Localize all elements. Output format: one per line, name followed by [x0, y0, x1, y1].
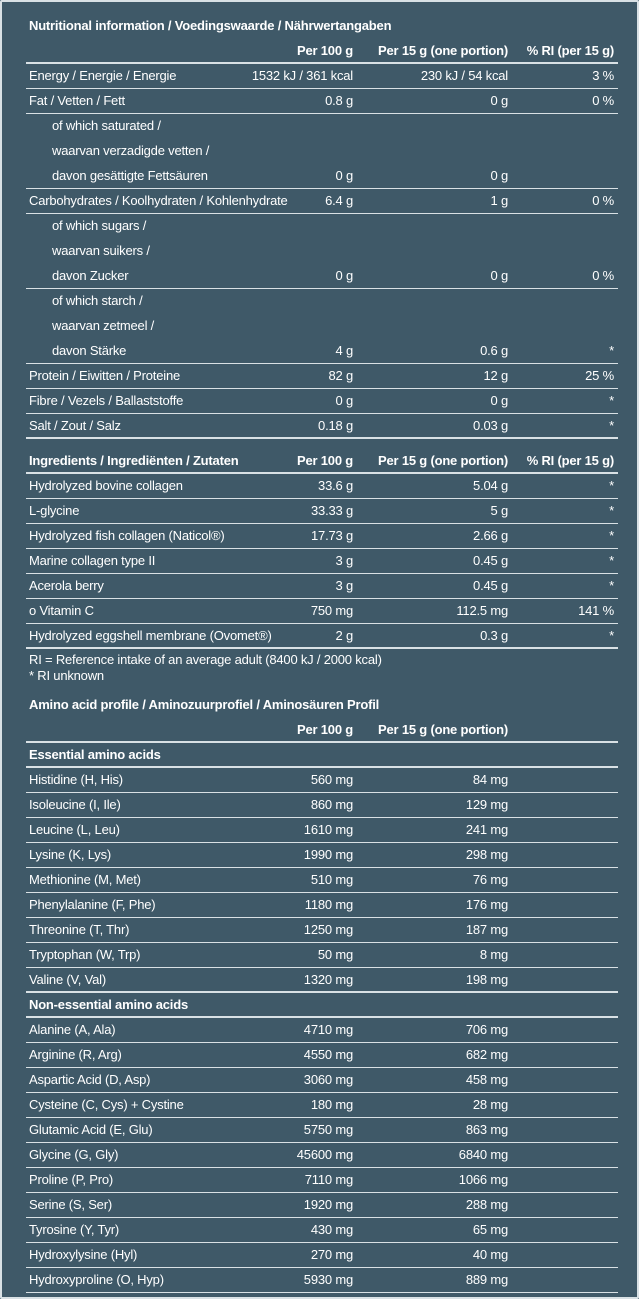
column-header: Per 100 g [296, 43, 353, 58]
amino-row [26, 1168, 618, 1193]
amino-row [26, 1193, 618, 1218]
value-per-portion: 0 g [490, 268, 508, 283]
amino-row [26, 893, 618, 918]
value-per-portion: 12 g [483, 368, 508, 383]
column-header: Per 15 g (one portion) [378, 43, 508, 58]
value-per-portion: 0 g [490, 168, 508, 183]
amino-title: Amino acid profile / Aminozuurprofiel / Aminosäuren Profil [29, 697, 380, 712]
nutrition-row [26, 314, 618, 339]
value-per-100g: 7110 mg [304, 1172, 353, 1187]
nutrition-row [26, 264, 618, 289]
nutrition-row [26, 114, 618, 139]
amino-row [26, 1243, 618, 1268]
value-per-100g: 180 mg [310, 1097, 353, 1112]
nonessential-heading: Non-essential amino acids [29, 997, 188, 1012]
ingredient-row [26, 599, 618, 624]
amino-row [26, 1218, 618, 1243]
amino-row [26, 968, 618, 993]
amino-label: Glycine (G, Gly) [29, 1147, 119, 1162]
value-percent-ri: 0 % [592, 268, 614, 283]
value-per-100g: 4710 mg [303, 1022, 353, 1037]
value-per-100g: 270 mg [310, 1247, 353, 1262]
value-per-100g: 1320 mg [303, 972, 353, 987]
amino-row [26, 918, 618, 943]
value-per-portion: 8 mg [479, 947, 508, 962]
nutrition-row [26, 139, 618, 164]
value-per-portion: 0.3 g [480, 628, 508, 643]
amino-label: Hydroxylysine (Hyl) [29, 1247, 138, 1262]
value-per-100g: 4550 mg [303, 1047, 353, 1062]
value-per-100g: 1920 mg [303, 1197, 353, 1212]
ingredient-label: Hydrolyzed bovine collagen [29, 478, 183, 493]
value-per-portion: 84 mg [472, 772, 508, 787]
ingredient-row [26, 499, 618, 524]
amino-label: Valine (V, Val) [29, 972, 106, 987]
amino-label: Glutamic Acid (E, Glu) [29, 1122, 153, 1137]
ingredient-label: o Vitamin C [29, 603, 94, 618]
value-per-portion: 0.03 g [473, 418, 508, 433]
amino-label: Aspartic Acid (D, Asp) [29, 1072, 151, 1087]
row-label: Carbohydrates / Koolhydraten / Kohlenhydrate [29, 193, 288, 208]
amino-header-row [26, 718, 618, 743]
amino-label: Isoleucine (I, Ile) [29, 797, 121, 812]
value-per-portion: 0.45 g [473, 578, 508, 593]
amino-label: Threonine (T, Thr) [29, 922, 130, 937]
amino-row [26, 1268, 618, 1293]
amino-row [26, 843, 618, 868]
value-per-portion: 0 g [490, 393, 508, 408]
footnote: RI = Reference intake of an average adult (8400 kJ / 2000 kcal) [29, 652, 382, 667]
value-per-100g: 82 g [328, 368, 353, 383]
value-per-portion: 0 g [490, 93, 508, 108]
value-per-100g: 430 mg [310, 1222, 353, 1237]
row-label: waarvan zetmeel / [52, 318, 155, 333]
amino-label: Phenylalanine (F, Phe) [29, 897, 156, 912]
row-label: Fat / Vetten / Fett [29, 93, 125, 108]
amino-label: Leucine (L, Leu) [29, 822, 120, 837]
ingredient-row [26, 574, 618, 599]
value-per-100g: 3060 mg [303, 1072, 353, 1087]
ingredient-row [26, 474, 618, 499]
nutrition-row [26, 239, 618, 264]
amino-label: Methionine (M, Met) [29, 872, 141, 887]
value-per-portion: 187 mg [465, 922, 508, 937]
essential-heading: Essential amino acids [29, 747, 161, 762]
value-per-portion: 65 mg [472, 1222, 508, 1237]
value-percent-ri: * [609, 553, 614, 568]
nonessential-heading-row [26, 993, 618, 1018]
value-per-portion: 682 mg [465, 1047, 508, 1062]
value-per-portion: 288 mg [465, 1197, 508, 1212]
value-percent-ri: * [609, 343, 614, 358]
value-percent-ri: 25 % [585, 368, 614, 383]
column-header: Per 100 g [296, 722, 353, 737]
ingredient-label: Marine collagen type II [29, 553, 156, 568]
ingredient-row [26, 524, 618, 549]
value-per-100g: 17.73 g [311, 528, 353, 543]
amino-label: Tryptophan (W, Trp) [29, 947, 141, 962]
row-label: Fibre / Vezels / Ballaststoffe [29, 393, 184, 408]
value-per-100g: 33.33 g [311, 503, 353, 518]
row-label: waarvan verzadigde vetten / [52, 143, 210, 158]
amino-label: Histidine (H, His) [29, 772, 123, 787]
nutrition-row [26, 289, 618, 314]
ingredients-title: Ingredients / Ingrediënten / Zutaten [29, 453, 239, 468]
amino-label: Hydroxyproline (O, Hyp) [29, 1272, 164, 1287]
amino-row [26, 1068, 618, 1093]
nutrition-row [26, 164, 618, 189]
column-header: Per 100 g [296, 453, 353, 468]
value-per-portion: 1066 mg [458, 1172, 508, 1187]
row-label: of which sugars / [52, 218, 147, 233]
column-header: % RI (per 15 g) [526, 453, 614, 468]
value-per-100g: 0.8 g [325, 93, 353, 108]
value-per-portion: 6840 mg [458, 1147, 508, 1162]
amino-row [26, 868, 618, 893]
value-per-portion: 5.04 g [473, 478, 508, 493]
ingredient-row [26, 624, 618, 649]
value-per-100g: 45600 mg [296, 1147, 353, 1162]
amino-label: Lysine (K, Lys) [29, 847, 112, 862]
value-percent-ri: 3 % [592, 68, 614, 83]
ingredient-label: Hydrolyzed fish collagen (Naticol®) [29, 528, 225, 543]
row-label: davon Zucker [52, 268, 129, 283]
amino-label: Arginine (R, Arg) [29, 1047, 122, 1062]
amino-row [26, 793, 618, 818]
value-per-100g: 0.18 g [318, 418, 353, 433]
nutrition-row [26, 189, 618, 214]
value-per-portion: 2.66 g [473, 528, 508, 543]
value-percent-ri: * [609, 418, 614, 433]
row-label: of which starch / [52, 293, 143, 308]
value-per-100g: 510 mg [310, 872, 353, 887]
value-per-portion: 28 mg [472, 1097, 508, 1112]
nutrition-row [26, 389, 618, 414]
amino-label: Tyrosine (Y, Tyr) [29, 1222, 120, 1237]
nutrition-row [26, 89, 618, 114]
value-per-100g: 33.6 g [318, 478, 353, 493]
value-percent-ri: * [609, 393, 614, 408]
value-per-portion: 706 mg [465, 1022, 508, 1037]
amino-row [26, 1118, 618, 1143]
nutrition-row [26, 364, 618, 389]
value-per-100g: 750 mg [310, 603, 353, 618]
row-label: Energy / Energie / Energie [29, 68, 177, 83]
value-per-portion: 230 kJ / 54 kcal [420, 68, 508, 83]
nutrition-row [26, 414, 618, 439]
amino-row [26, 943, 618, 968]
nutrition-title-row [26, 14, 618, 39]
value-per-100g: 1250 mg [303, 922, 353, 937]
ingredient-label: L-glycine [29, 503, 80, 518]
row-label: davon gesättigte Fettsäuren [52, 168, 208, 183]
value-per-portion: 76 mg [472, 872, 508, 887]
value-per-portion: 40 mg [472, 1247, 508, 1262]
value-per-portion: 863 mg [465, 1122, 508, 1137]
value-percent-ri: * [609, 578, 614, 593]
value-percent-ri: * [609, 503, 614, 518]
nutrition-title: Nutritional information / Voedingswaarde / Nährwertangaben [29, 18, 392, 33]
value-per-100g: 0 g [335, 168, 353, 183]
value-per-100g: 5930 mg [303, 1272, 353, 1287]
amino-row [26, 768, 618, 793]
value-percent-ri: * [609, 628, 614, 643]
amino-label: Serine (S, Ser) [29, 1197, 112, 1212]
value-percent-ri: * [609, 478, 614, 493]
row-label: of which saturated / [52, 118, 161, 133]
value-percent-ri: 141 % [578, 603, 614, 618]
amino-row [26, 1043, 618, 1068]
value-per-portion: 458 mg [465, 1072, 508, 1087]
nutrition-row [26, 64, 618, 89]
value-per-100g: 2 g [335, 628, 353, 643]
amino-row [26, 818, 618, 843]
value-per-portion: 112.5 mg [456, 603, 508, 618]
amino-title-row [26, 693, 618, 718]
ingredients-header-row [26, 449, 618, 474]
value-per-portion: 176 mg [465, 897, 508, 912]
value-per-100g: 6.4 g [325, 193, 353, 208]
value-per-portion: 241 mg [465, 822, 508, 837]
value-per-100g: 4 g [335, 343, 353, 358]
value-per-100g: 860 mg [310, 797, 353, 812]
amino-row [26, 1093, 618, 1118]
footnote: * RI unknown [29, 668, 104, 683]
value-percent-ri: 0 % [592, 93, 614, 108]
value-per-100g: 1990 mg [303, 847, 353, 862]
value-per-100g: 1610 mg [303, 822, 353, 837]
value-per-100g: 50 mg [317, 947, 353, 962]
value-per-100g: 0 g [335, 268, 353, 283]
row-label: davon Stärke [52, 343, 127, 358]
value-per-100g: 560 mg [310, 772, 353, 787]
amino-label: Cysteine (C, Cys) + Cystine [29, 1097, 184, 1112]
row-label: Protein / Eiwitten / Proteine [29, 368, 180, 383]
value-percent-ri: * [609, 528, 614, 543]
value-percent-ri: 0 % [592, 193, 614, 208]
row-label: Salt / Zout / Salz [29, 418, 121, 433]
value-per-100g: 5750 mg [303, 1122, 353, 1137]
ingredient-label: Hydrolyzed eggshell membrane (Ovomet®) [29, 628, 272, 643]
nutrition-row [26, 339, 618, 364]
column-header: % RI (per 15 g) [526, 43, 614, 58]
nutrition-header-row [26, 39, 618, 64]
value-per-portion: 1 g [490, 193, 508, 208]
ingredient-row [26, 549, 618, 574]
amino-label: Proline (P, Pro) [29, 1172, 113, 1187]
column-header: Per 15 g (one portion) [378, 453, 508, 468]
essential-heading-row [26, 743, 618, 768]
value-per-portion: 5 g [490, 503, 508, 518]
amino-row [26, 1018, 618, 1043]
value-per-100g: 0 g [335, 393, 353, 408]
amino-label: Alanine (A, Ala) [29, 1022, 116, 1037]
value-per-100g: 3 g [335, 578, 353, 593]
amino-row [26, 1143, 618, 1168]
value-per-portion: 0.6 g [480, 343, 508, 358]
value-per-portion: 129 mg [465, 797, 508, 812]
value-per-100g: 3 g [335, 553, 353, 568]
value-per-portion: 0.45 g [473, 553, 508, 568]
ingredient-label: Acerola berry [29, 578, 104, 593]
value-per-portion: 198 mg [465, 972, 508, 987]
row-label: waarvan suikers / [52, 243, 150, 258]
nutrition-row [26, 214, 618, 239]
value-per-100g: 1532 kJ / 361 kcal [251, 68, 353, 83]
value-per-100g: 1180 mg [304, 897, 353, 912]
value-per-portion: 889 mg [465, 1272, 508, 1287]
column-header: Per 15 g (one portion) [378, 722, 508, 737]
value-per-portion: 298 mg [465, 847, 508, 862]
